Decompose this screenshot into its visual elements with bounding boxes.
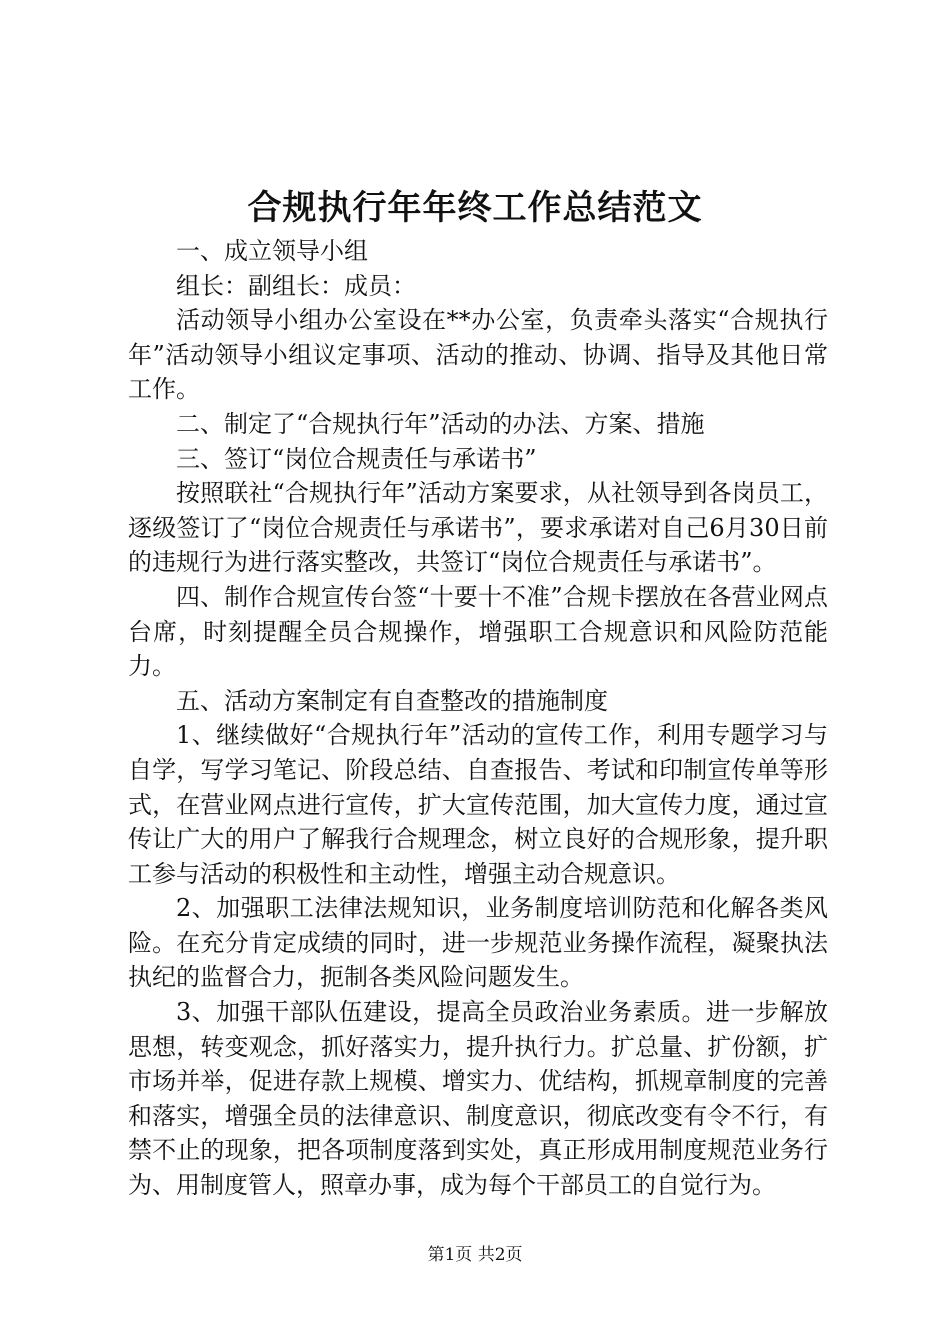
page-footer: 第1页 共2页	[427, 1245, 523, 1265]
section-heading-2: 二、制定了“合规执行年”活动的办法、方案、措施	[176, 409, 705, 438]
section-heading-1: 一、成立领导小组	[176, 237, 368, 265]
leader-roles-line: 组长：副组长：成员：	[176, 271, 416, 300]
list-item-1: 1、继续做好“合规执行年”活动的宣传工作，利用专题学习与自学，写学习笔记、阶段总结、自查报告、考试和印制宣传单等形式，在营业网点进行宣传，扩大宣传范围，加大宣传力度，通过宣传让广大的用户了解我行合规理念，树立良好的合规形象，提升职工参与活动的积极性和主动性，增强主动合规意识。	[128, 721, 828, 888]
paragraph-commitment: 按照联社“合规执行年”活动方案要求，从社领导到各岗员工，逐级签订了“岗位合规责任与承诺书”，要求承诺对自己6月30日前的违规行为进行落实整改，共签订“岗位合规责任与承诺书”。	[128, 479, 828, 577]
list-item-3: 3、加强干部队伍建设，提高全员政治业务素质。进一步解放思想，转变观念，抓好落实力，提升执行力。扩总量、扩份额，扩市场并举，促进存款上规模、增实力、优结构，抓规章制度的完善和落实，增强全员的法律意识、制度意识，彻底改变有令不行，有禁不止的现象，把各项制度落到实处，真正形成用制度规范业务行为、用制度管人，照章办事，成为每个干部员工的自觉行为。	[128, 998, 828, 1200]
section-heading-3: 三、签订“岗位合规责任与承诺书”	[176, 444, 537, 473]
document-title: 合规执行年年终工作总结范文	[247, 188, 703, 228]
section-heading-5: 五、活动方案制定有自查整改的措施制度	[176, 686, 608, 715]
paragraph-office: 活动领导小组办公室设在**办公室，负责牵头落实“合规执行年”活动领导小组议定事项、活动的推动、协调、指导及其他日常工作。	[128, 306, 828, 404]
list-item-2: 2、加强职工法律法规知识，业务制度培训防范和化解各类风险。在充分肯定成绩的同时，进一步规范业务操作流程，凝聚执法执纪的监督合力，扼制各类风险问题发生。	[128, 894, 828, 992]
section-heading-4: 四、制作合规宣传台签“十要十不准”合规卡摆放在各营业网点台席，时刻提醒全员合规操作，增强职工合规意识和风险防范能力。	[128, 582, 828, 681]
document-body	[128, 234, 828, 1203]
